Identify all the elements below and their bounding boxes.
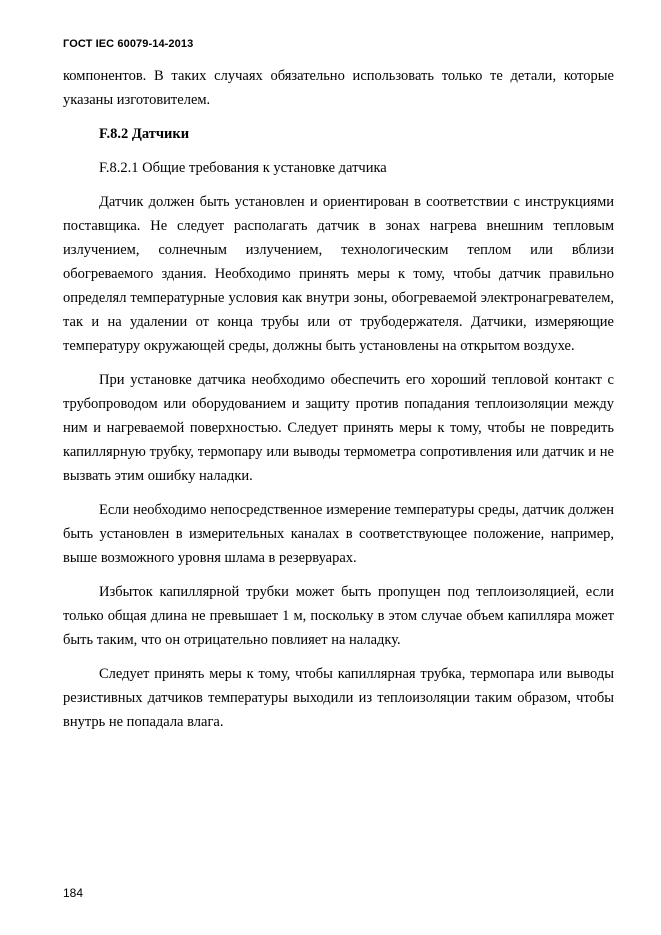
paragraph-moisture-protection: Следует принять меры к тому, чтобы капиллярная трубка, термопара или выводы резистивных датчиков температуры выходили из теплоизоляции таким образом, чтобы внутрь не попадала влага. [63,666,614,730]
document-header: ГОСТ IEC 60079-14-2013 [63,38,194,50]
paragraph-capillary-excess: Избыток капиллярной трубки может быть пропущен под теплоизоляцией, если только общая длина не превышает 1 м, поскольку в этом случае объем капилляра может быть таким, что он отрицательно повлияет на наладку. [63,584,614,648]
paragraph-direct-measurement: Если необходимо непосредственное измерение температуры среды, датчик должен быть установлен в измерительных каналах в соответствующее положение, например, выше возможного уровня шлама в резервуарах. [63,502,614,566]
paragraph-sensor-installation: Датчик должен быть установлен и ориентирован в соответствии с инструкциями поставщика. Не следует располагать датчик в зонах нагрева внешним тепловым излучением, солнечным излучением, технологическим теплом или вблизи обогреваемого здания. Необходимо принять меры к тому, чтобы датчик правильно определял температурные условия как внутри зоны, обогреваемой электронагревателем, так и на удалении от конца трубы или от трубодержателя. Датчики, измеряющие температуру окружающей среды, должны быть установлены на открытом воздухе. [63,194,614,354]
page-number: 184 [63,886,84,900]
paragraph-thermal-contact: При установке датчика необходимо обеспечить его хороший тепловой контакт с трубопроводом или оборудованием и защиту против попадания теплоизоляции между ним и нагреваемой поверхностью. Следует принять меры к тому, чтобы не повредить капиллярную трубку, термопару или выводы термометра сопротивления или датчик и не вызвать этим ошибку наладки. [63,372,614,484]
continuation-paragraph: компонентов. В таких случаях обязательно использовать только те детали, которые указаны изготовителем. [63,68,614,108]
section-heading: F.8.2 Датчики [99,126,190,142]
subsection-title: F.8.2.1 Общие требования к установке датчика [99,160,387,176]
page-content [63,64,614,734]
